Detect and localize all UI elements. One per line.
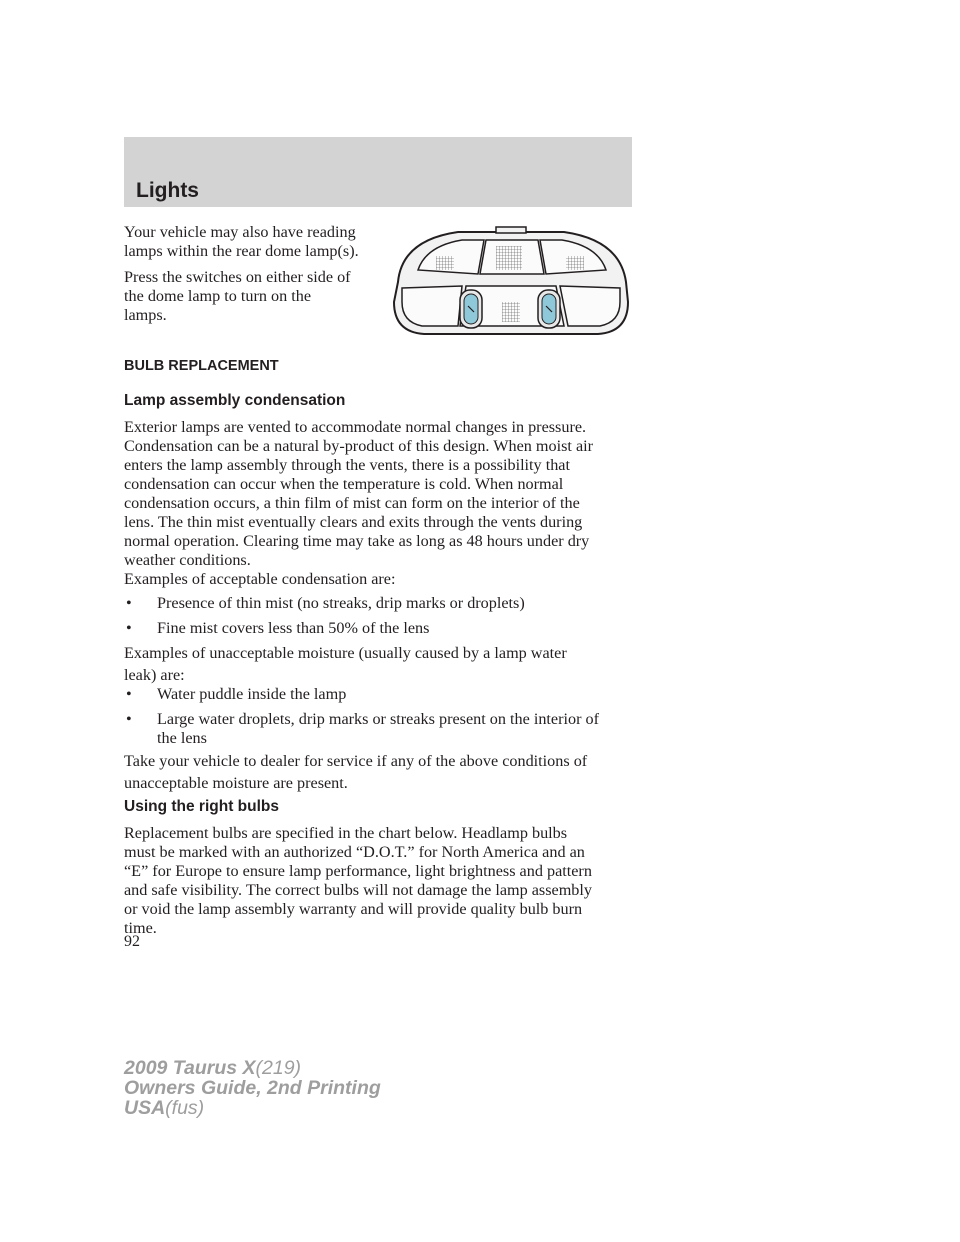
condensation-heading: Lamp assembly condensation	[124, 392, 346, 409]
bullet-marker: •	[126, 710, 132, 728]
bullet-marker: •	[126, 685, 132, 703]
list-item-line: Large water droplets, drip marks or streaks present on the interior of	[157, 710, 600, 728]
footer-code: (219)	[255, 1057, 302, 1079]
footer-line	[124, 1078, 381, 1098]
unacceptable-intro	[124, 644, 644, 685]
acceptable-intro: Examples of acceptable condensation are:	[124, 570, 396, 588]
paragraph-line: “E” for Europe to ensure lamp performance, light brightness and pattern	[124, 862, 592, 880]
footer-code: (fus)	[165, 1097, 205, 1119]
bulbs-paragraph	[124, 824, 644, 938]
page-number: 92	[124, 933, 140, 950]
paragraph-line: Replacement bulbs are specified in the chart below. Headlamp bulbs	[124, 824, 568, 842]
paragraph-line: or void the lamp assembly warranty and will provide quality bulb burn	[124, 900, 583, 918]
list-item-line: the lens	[157, 729, 207, 747]
paragraph-line: Examples of unacceptable moisture (usually caused by a lamp water	[124, 644, 567, 662]
closing-paragraph	[124, 752, 644, 793]
paragraph-line: weather conditions.	[124, 551, 251, 569]
paragraph-line: and safe visibility. The correct bulbs will not damage the lamp assembly	[124, 881, 592, 899]
footer-model: 2009 Taurus X	[124, 1057, 256, 1079]
paragraph-line: Condensation can be a natural by-product of this design. When moist air	[124, 437, 594, 455]
bullet-marker: •	[126, 594, 132, 612]
bulbs-heading: Using the right bulbs	[124, 798, 279, 815]
intro-line: the dome lamp to turn on the	[124, 287, 312, 305]
list-item: Water puddle inside the lamp	[157, 685, 347, 703]
bullet-marker: •	[126, 619, 132, 637]
section-title: Lights	[136, 179, 199, 202]
paragraph-line: lens. The thin mist eventually clears and exits through the vents during	[124, 513, 583, 531]
footer-line	[124, 1058, 381, 1078]
section-header-bar	[124, 137, 632, 207]
paragraph-line: must be marked with an authorized “D.O.T.” for North America and an	[124, 843, 585, 861]
list-item: Presence of thin mist (no streaks, drip marks or droplets)	[157, 594, 525, 612]
paragraph-line: leak) are:	[124, 666, 185, 684]
print-footer	[124, 1058, 381, 1118]
paragraph-line: Exterior lamps are vented to accommodate normal changes in pressure.	[124, 418, 587, 436]
paragraph-line: condensation occurs, a thin film of mist can form on the interior of the	[124, 494, 580, 512]
paragraph-line: time.	[124, 919, 157, 937]
intro-text	[124, 223, 384, 325]
section-heading: BULB REPLACEMENT	[124, 358, 279, 374]
paragraph-line: Take your vehicle to dealer for service if any of the above conditions of	[124, 752, 588, 770]
intro-line: Press the switches on either side of	[124, 268, 351, 286]
footer-line	[124, 1098, 381, 1118]
list-item	[157, 710, 637, 748]
condensation-paragraph	[124, 418, 644, 570]
footer-market: USA	[124, 1097, 166, 1119]
rear-dome-lamp-illustration	[388, 222, 634, 338]
paragraph-line: unacceptable moisture are present.	[124, 774, 348, 792]
paragraph-line: normal operation. Clearing time may take as long as 48 hours under dry	[124, 532, 590, 550]
intro-line: Your vehicle may also have reading	[124, 223, 356, 241]
paragraph-line: condensation can occur when the temperature is cold. When normal	[124, 475, 564, 493]
paragraph-line: enters the lamp assembly through the vents, there is a possibility that	[124, 456, 570, 474]
list-item: Fine mist covers less than 50% of the lens	[157, 619, 430, 637]
intro-line: lamps.	[124, 306, 167, 324]
intro-line: lamps within the rear dome lamp(s).	[124, 242, 359, 260]
footer-edition: Owners Guide, 2nd Printing	[124, 1077, 381, 1099]
